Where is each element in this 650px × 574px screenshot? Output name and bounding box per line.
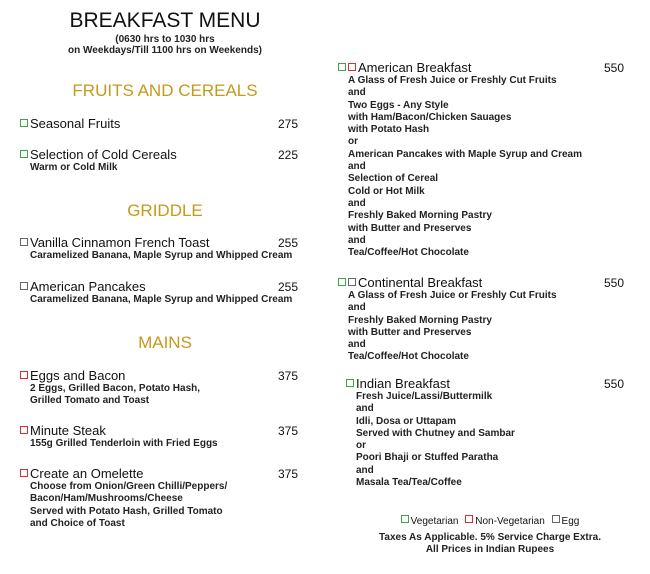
menu-item-description: Tea/Coffee/Hot Chocolate [348, 351, 469, 363]
menu-item-name: Minute Steak [30, 423, 106, 438]
tax-note: Taxes As Applicable. 5% Service Charge Extra. [379, 532, 601, 543]
menu-item [20, 235, 292, 262]
menu-item-description: A Glass of Fresh Juice or Freshly Cut Fruits [348, 290, 557, 301]
menu-item [20, 368, 200, 408]
nonveg-icon [20, 469, 28, 477]
menu-item-description: Tea/Coffee/Hot Chocolate [348, 247, 469, 259]
legend-egg: Egg [561, 516, 580, 527]
menu-item-price: 255 [278, 236, 299, 250]
menu-item-price: 550 [604, 276, 625, 290]
menu-item-description: and [348, 161, 366, 173]
menu-item-description: Caramelized Banana, Maple Syrup and Whipped Cream [30, 250, 293, 261]
egg-icon [348, 278, 356, 286]
menu-item-description: Served with Potato Hash, Grilled Tomato [30, 505, 223, 517]
nonveg-icon [465, 515, 473, 523]
menu-item-description: Masala Tea/Tea/Coffee [356, 477, 462, 489]
menu-item-description: 155g Grilled Tenderloin with Fried Eggs [30, 438, 218, 449]
menu-item-name: Indian Breakfast [356, 376, 450, 391]
menu-item-name: Create an Omelette [30, 466, 144, 481]
menu-item-description: Two Eggs - Any Style [348, 99, 449, 111]
menu-item-header [20, 423, 218, 438]
menu-item-description: Warm or Cold Milk [30, 162, 118, 173]
veg-icon [346, 379, 354, 387]
menu-title: BREAKFAST MENU [69, 9, 261, 32]
menu-item-description: or [348, 136, 358, 148]
egg-icon [20, 238, 28, 246]
menu-item-description: 2 Eggs, Grilled Bacon, Potato Hash, [30, 383, 201, 394]
menu-item-description: Caramelized Banana, Maple Syrup and Whipped Cream [30, 294, 293, 305]
menu-item [346, 376, 515, 489]
menu-item-name: Seasonal Fruits [30, 116, 121, 131]
menu-item-header [20, 368, 200, 383]
nonveg-icon [348, 63, 356, 71]
menu-item-description: and [356, 403, 374, 415]
menu-item-name: Selection of Cold Cereals [30, 147, 177, 162]
diet-legend [330, 515, 650, 527]
menu-item-description: Choose from Onion/Green Chilli/Peppers/ [30, 481, 228, 492]
egg-icon [552, 515, 560, 523]
menu-item-name: American Pancakes [30, 279, 146, 294]
veg-icon [20, 150, 28, 158]
menu-item-description: with Butter and Preserves [348, 222, 472, 234]
menu-item [338, 60, 582, 259]
menu-item-price: 225 [278, 148, 299, 162]
menu-item-header [20, 466, 227, 481]
menu-item-name: Continental Breakfast [358, 275, 483, 290]
currency-note: All Prices in Indian Rupees [425, 544, 555, 555]
veg-icon [338, 278, 346, 286]
nonveg-icon [20, 426, 28, 434]
menu-item-header [20, 116, 120, 131]
menu-item-price: 375 [278, 424, 299, 438]
menu-item-description: Poori Bhaji or Stuffed Paratha [356, 452, 499, 464]
menu-item-header [346, 376, 515, 391]
menu-item-description: A Glass of Fresh Juice or Freshly Cut Fruits [348, 75, 557, 86]
menu-item-header [338, 275, 557, 290]
menu-item [20, 116, 120, 131]
nonveg-icon [20, 371, 28, 379]
menu-item-description: Grilled Tomato and Toast [30, 395, 150, 407]
menu-item-description: with Potato Hash [348, 124, 430, 136]
menu-item-description: Served with Chutney and Sambar [356, 427, 515, 439]
hours-line-1: (0630 hrs to 1030 hrs [115, 34, 215, 45]
menu-item-price: 550 [604, 377, 625, 391]
hours-line-2: on Weekdays/Till 1100 hrs on Weekends) [68, 45, 262, 56]
section-title-griddle: GRIDDLE [127, 201, 203, 220]
menu-item-description: or [356, 440, 366, 452]
menu-item-header [20, 147, 177, 162]
menu-item-header [20, 279, 292, 294]
menu-item-header [338, 60, 582, 75]
menu-item-name: Vanilla Cinnamon French Toast [30, 235, 210, 250]
menu-item-description: Bacon/Ham/Mushrooms/Cheese [30, 493, 183, 505]
menu-item-price: 375 [278, 369, 299, 383]
menu-item [20, 279, 292, 306]
menu-item-price: 375 [278, 467, 299, 481]
menu-item-description: Idli, Dosa or Uttapam [356, 415, 457, 427]
menu-item-description: and Choice of Toast [30, 517, 125, 529]
menu-item-description: and [356, 464, 374, 476]
menu-item-name: American Breakfast [358, 60, 472, 75]
menu-item-price: 275 [278, 117, 299, 131]
veg-icon [20, 119, 28, 127]
legend-veg: Vegetarian [410, 516, 459, 527]
menu-item [20, 466, 227, 530]
menu-item-description: and [348, 87, 366, 99]
menu-item-description: with Ham/Bacon/Chicken Sauages [348, 111, 512, 123]
veg-icon [338, 63, 346, 71]
veg-icon [401, 515, 409, 523]
egg-icon [20, 282, 28, 290]
menu-item-description: and [348, 339, 366, 351]
menu-item-description: and [348, 234, 366, 246]
menu-item [338, 275, 557, 364]
menu-item-price: 255 [278, 280, 299, 294]
menu-item-description: Freshly Baked Morning Pastry [348, 210, 492, 222]
section-title-mains: MAINS [138, 333, 192, 352]
menu-item [20, 423, 218, 450]
menu-item [20, 147, 177, 174]
menu-item-header [20, 235, 292, 250]
menu-item-description: with Butter and Preserves [348, 326, 472, 338]
section-title-fruits: FRUITS AND CEREALS [72, 81, 258, 100]
menu-item-description: and [348, 302, 366, 314]
legend-nonveg: Non-Vegetarian [475, 516, 545, 527]
menu-item-description: and [348, 197, 366, 209]
menu-item-description: American Pancakes with Maple Syrup and Cream [348, 148, 582, 160]
menu-item-description: Freshly Baked Morning Pastry [348, 314, 492, 326]
menu-item-price: 550 [604, 61, 625, 75]
menu-item-description: Cold or Hot Milk [348, 185, 425, 197]
menu-item-description: Fresh Juice/Lassi/Buttermilk [356, 391, 493, 402]
menu-item-name: Eggs and Bacon [30, 368, 126, 383]
menu-item-description: Selection of Cereal [348, 173, 439, 185]
